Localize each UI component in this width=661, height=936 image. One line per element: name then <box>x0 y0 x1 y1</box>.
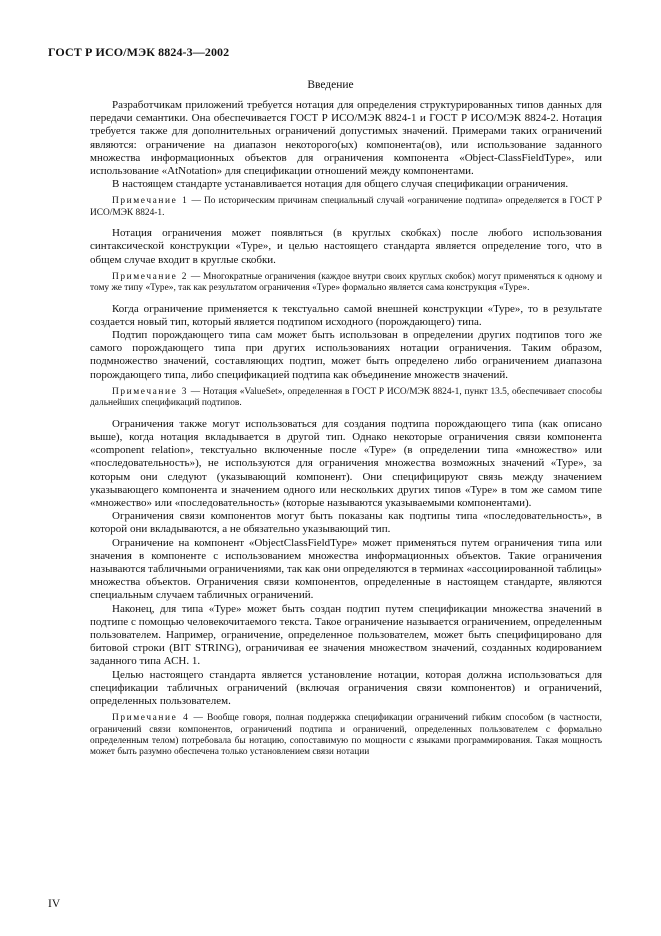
note-label: Примечание 1 <box>112 196 189 207</box>
page-number: IV <box>48 898 61 910</box>
note-label: Примечание 4 <box>112 713 190 724</box>
note-text: — Нотация «ValueSet», определенная в ГОСТ Р ИСО/МЭК 8824-1, пункт 13.5, обеспечивает способы дальнейших спецификаций подтипов. <box>90 386 602 409</box>
document-header: ГОСТ Р ИСО/МЭК 8824-3—2002 <box>48 45 230 59</box>
note-label: Примечание 2 <box>112 271 189 282</box>
note <box>90 272 602 295</box>
paragraph: Наконец, для типа «Type» может быть создан подтип путем спецификации множества значений в подтипе с помощью человекочитаемого текста. Такое ограничение называется ограничением, определенным пользователем. Например, ограничение, определенное пользователем, может быть специфицировано для битовой строки (BIT STRING), ограничивая ее значения множеством значений, созданных кодированием заданного типа АСН. 1. <box>90 602 602 668</box>
paragraph: Ограничение на компонент «ObjectClassFieldType» может применяться путем ограничения типа или значения в компоненте с использованием множества информационных объектов. Такие ограничения называются табличными ограничениями, так как они определяются в терминах «ассоциированной таблицы» множества объектов. Ограничения связи компонентов, определенные в настоящем стандарте, являются специальным случаем табличных ограничений. <box>90 536 602 602</box>
paragraph: Ограничения связи компонентов могут быть показаны как подтипы типа «последовательность», в которой они вкладываются, а не обязательно указывающий тип. <box>90 510 602 536</box>
paragraph: Подтип порождающего типа сам может быть использован в определении других подтипов того же самого порождающего типа при других использованиях нотации ограничения. Таким образом, подмножество значений, составляющих подтип, может быть определено либо ограничением диапазона порождающего типа, либо спецификацией подтипа как объединение множеств значений. <box>90 329 602 381</box>
note <box>90 713 602 759</box>
note <box>90 387 602 410</box>
note-text: — Многократные ограничения (каждое внутри своих круглых скобок) могут применяться к одному и тому же типу «Type», так как результатом ограничения «Type» формально является сама конструкция «Type». <box>90 271 603 294</box>
paragraph: Разработчикам приложений требуется нотация для определения структурированных типов данных для передачи семантики. Она обеспечивается ГОСТ Р ИСО/МЭК 8824-1 и ГОСТ Р ИСО/МЭК 8824-2. Нотация требуется также для дополнительных ограничений допустимых значений. Примерами таких ограничений являются: ограничение на диапазон некоторого(ых) компонента(ов), или использование заданного множества информационных объектов для ограничения компонента «Object-ClassFieldType», или использование «AtNotation» для спецификации отношений между компонентами. <box>90 99 602 178</box>
note-text: — По историческим причинам специальный случай «ограничение подтипа» определяется в ГОСТ Р ИСО/МЭК 8824-1. <box>90 196 602 218</box>
section-title: Введение <box>307 79 354 91</box>
note-text: — Вообще говоря, полная поддержка спецификации ограничений гибким способом (в частности, ограничений связи компонентов, ограничений подтипа и ограничений, определенных пользователем с формально определенным телом) потребовала бы нотацию, сопоставимую по мощности с языками программирования. Такая мощность может быть разумно обеспечена только установлением связи нотации <box>90 713 603 758</box>
note <box>90 196 602 219</box>
document-body <box>90 99 602 767</box>
paragraph: Нотация ограничения может появляться (в круглых скобках) после любого использования синтаксической конструкции «Type», и целью настоящего стандарта является определение того, что в общем случае входит в круглые скобки. <box>90 227 602 266</box>
paragraph: В настоящем стандарте устанавливается нотация для общего случая спецификации ограничения. <box>112 178 569 191</box>
paragraph: Когда ограничение применяется к текстуально самой внешней конструкции «Type», то в результате создается новый тип, который является подтипом исходного (порождающего) типа. <box>90 302 602 328</box>
note-label: Примечание 3 <box>112 386 189 397</box>
paragraph: Целью настоящего стандарта является установление нотации, которая должна использоваться для спецификации табличных ограничений (включая ограничения связи компонентов) и ограничений, определенных пользователем. <box>90 668 602 707</box>
paragraph: Ограничения также могут использоваться для создания подтипа порождающего типа (как описано выше), когда нотация вкладывается в другой тип. Однако некоторые ограничения связи компонента «component relation», текстуально включенные после «Type» (в определении типа «множество» или «последовательность»), не используются для ограничения множества возможных значений «Type», за которым они следуют (указывающий компонент). Они специфицируют связь между значением указывающего компонента и значением одного или нескольких других типов «Type» в том же самом типе «множество» или «последовательность» (которые называются указываемыми компонентами). <box>90 417 602 509</box>
